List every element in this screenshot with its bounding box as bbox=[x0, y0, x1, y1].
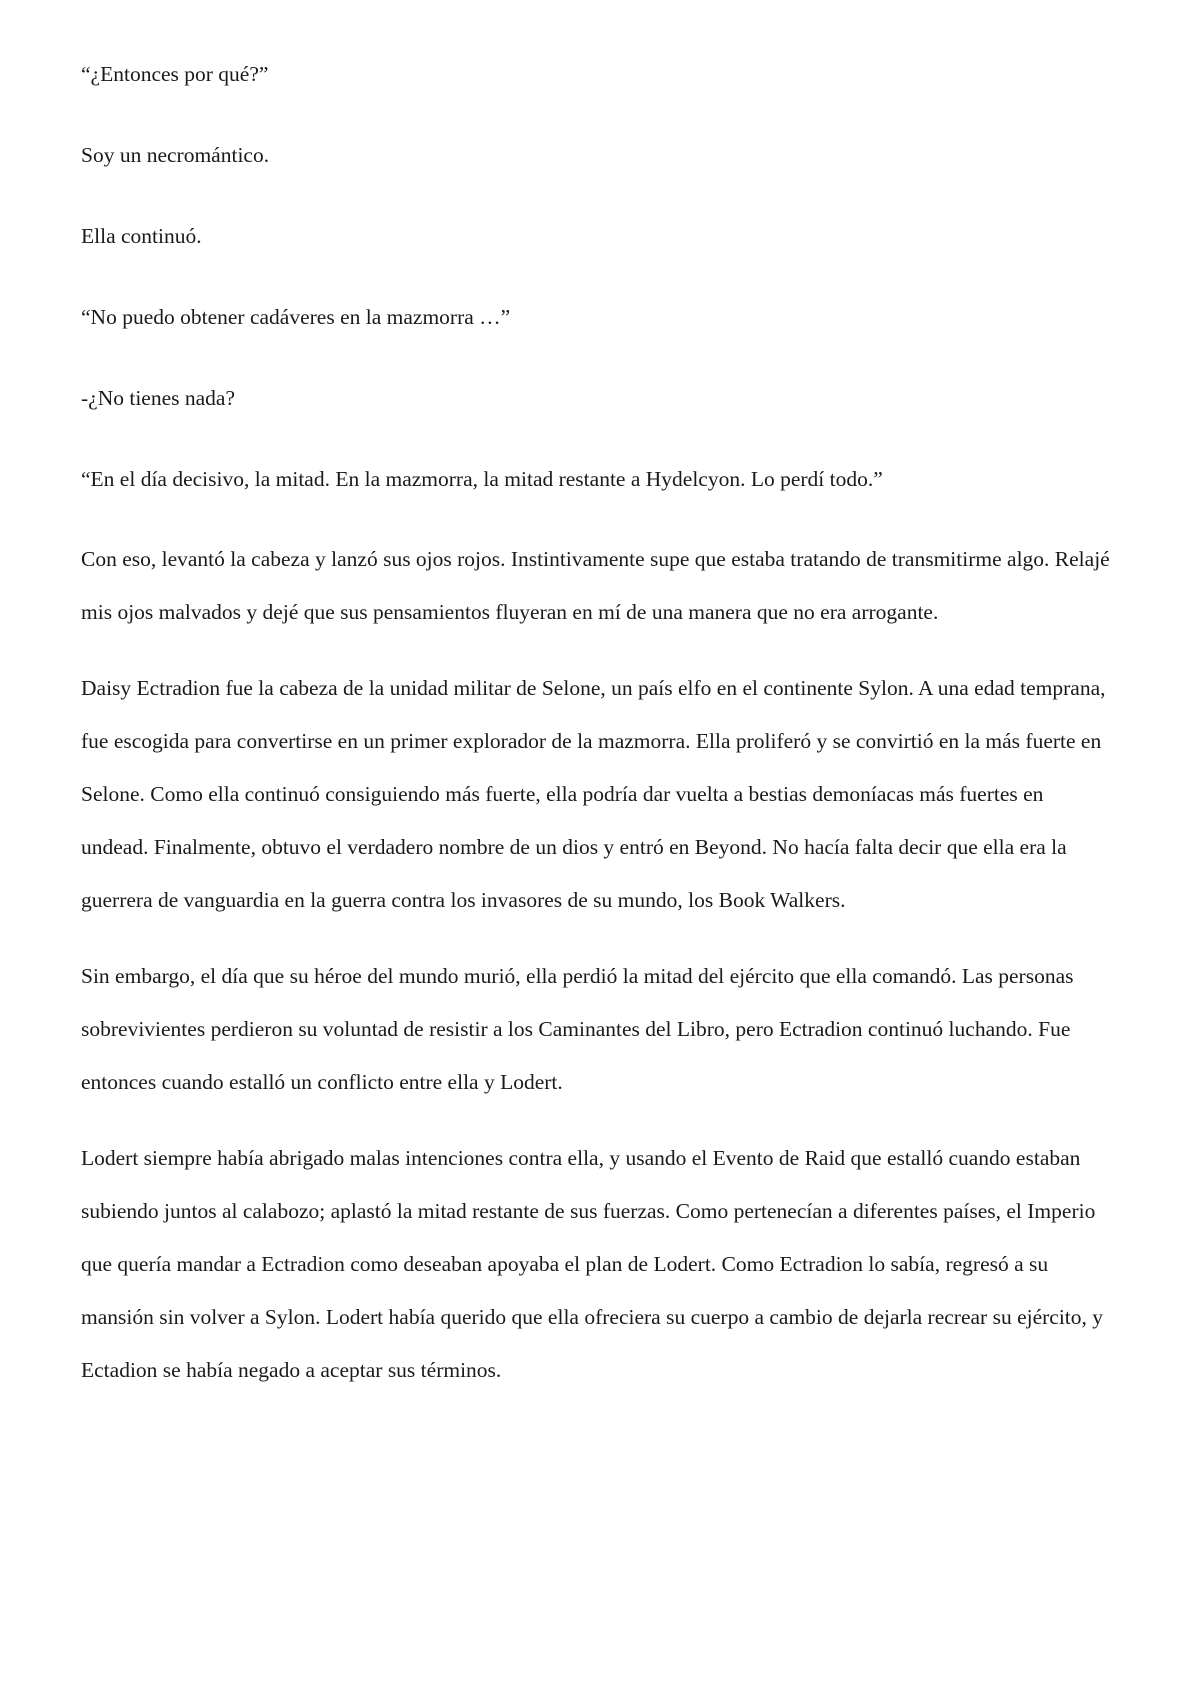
paragraph-body-4: Lodert siempre había abrigado malas intenciones contra ella, y usando el Evento de Raid que estalló cuando estaban subiendo juntos al calabozo; aplastó la mitad restante de sus fuerzas. Como pertenecían a diferentes países, el Imperio que quería mandar a Ectradion como deseaban apoyaba el plan de Lodert. Como Ectradion lo sabía, regresó a su mansión sin volver a Sylon. Lodert había querido que ella ofreciera su cuerpo a cambio de dejarla recrear su ejército, y Ectadion se había negado a aceptar sus términos. bbox=[81, 1146, 1104, 1382]
paragraph-body-2: Daisy Ectradion fue la cabeza de la unidad militar de Selone, un país elfo en el continente Sylon. A una edad temprana, fue escogida para convertirse en un primer explorador de la mazmorra. Ella proliferó y se convirtió en la más fuerte en Selone. Como ella continuó consiguiendo más fuerte, ella podría dar vuelta a bestias demoníacas más fuertes en undead. Finalmente, obtuvo el verdadero nombre de un dios y entró en Beyond. No hacía falta decir que ella era la guerrera de vanguardia en la guerra contra los invasores de su mundo, los Book Walkers. bbox=[81, 676, 1106, 912]
paragraph-body-3: Sin embargo, el día que su héroe del mundo murió, ella perdió la mitad del ejército que ella comandó. Las personas sobrevivientes perdieron su voluntad de resistir a los Caminantes del Libro, pero Ectradion continuó luchando. Fue entonces cuando estalló un conflicto entre ella y Lodert. bbox=[81, 964, 1074, 1094]
paragraph-dialogue-1: “¿Entonces por qué?” bbox=[81, 62, 269, 86]
paragraph-dialogue-3: -¿No tienes nada? bbox=[81, 386, 236, 410]
paragraph-dialogue-4: “En el día decisivo, la mitad. En la mazmorra, la mitad restante a Hydelcyon. Lo perdí todo.” bbox=[81, 467, 883, 491]
paragraph-narration-2: Ella continuó. bbox=[81, 224, 202, 248]
paragraph-body-1: Con eso, levantó la cabeza y lanzó sus ojos rojos. Instintivamente supe que estaba tratando de transmitirme algo. Relajé mis ojos malvados y dejé que sus pensamientos fluyeran en mí de una manera que no era arrogante. bbox=[81, 547, 1110, 624]
paragraph-dialogue-2: “No puedo obtener cadáveres en la mazmorra …” bbox=[81, 305, 511, 329]
paragraph-narration-1: Soy un necromántico. bbox=[81, 143, 270, 167]
